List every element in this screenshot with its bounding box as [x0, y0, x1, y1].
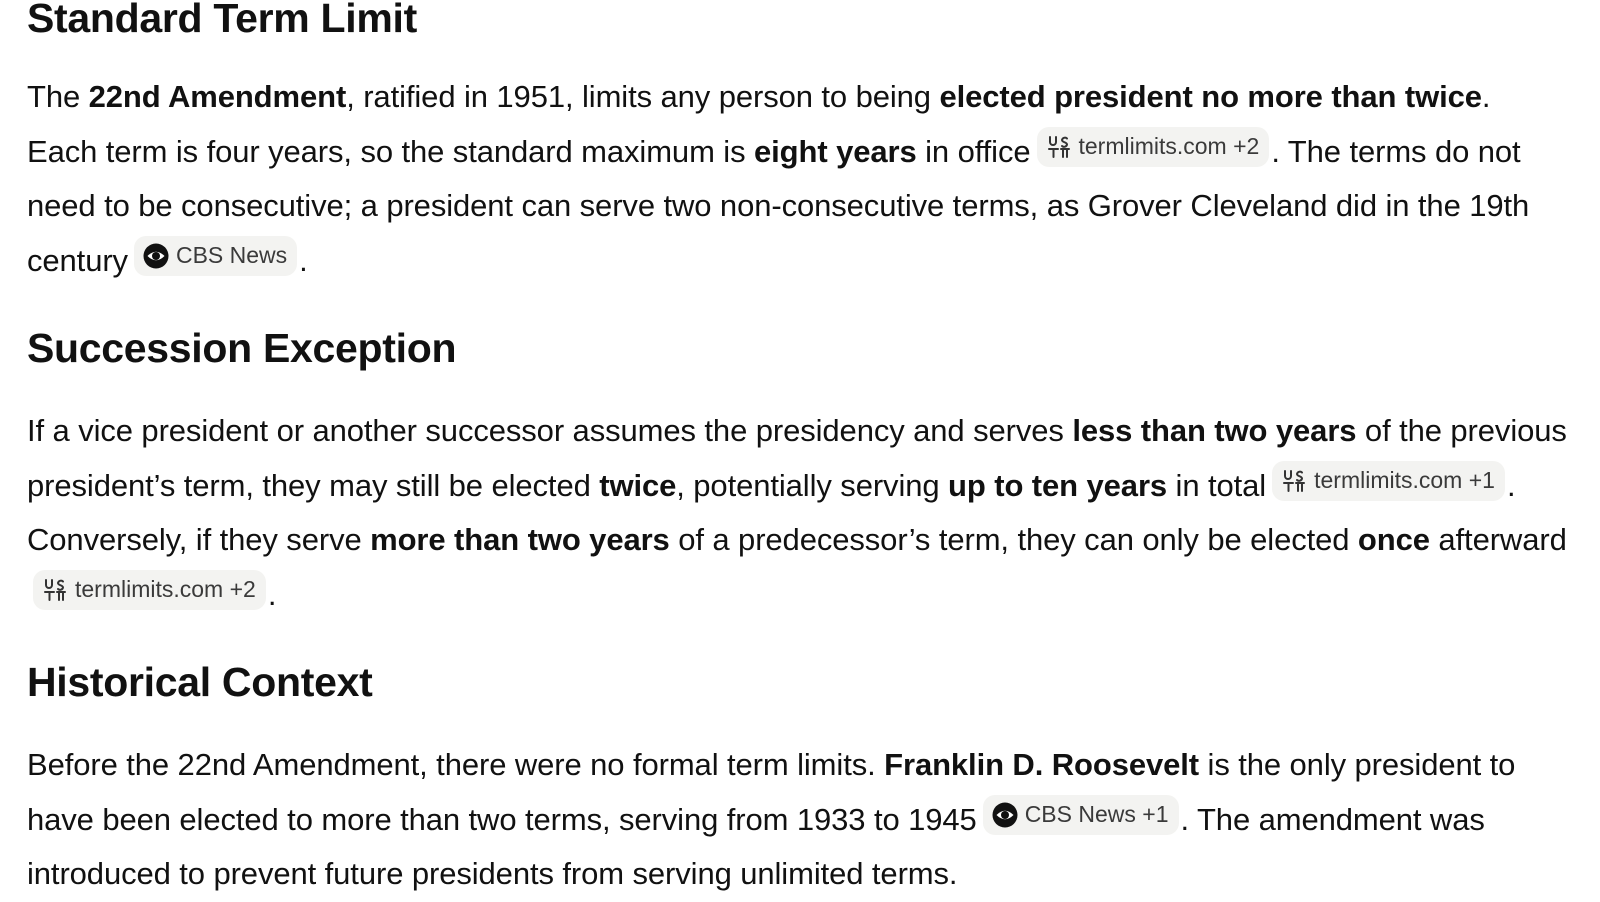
emphasized-text: less than two years	[1072, 413, 1357, 448]
emphasized-text: twice	[599, 467, 677, 503]
body-text: , potentially serving	[676, 467, 949, 503]
source-citation-chip[interactable]	[1272, 461, 1505, 501]
section-heading-standard-term-limit: Standard Term Limit	[27, 0, 417, 41]
section-paragraph	[27, 404, 1567, 622]
citation-label: CBS News +1	[1024, 801, 1169, 828]
citation-label: termlimits.com +2	[75, 576, 256, 603]
body-text: is the only president to have been elected to more than two terms, serving from 1933 to 1945	[27, 747, 1516, 837]
body-text: . Conversely, if they serve	[27, 467, 1516, 557]
emphasized-text: 22nd Amendment	[88, 79, 347, 114]
cbs-news-logo-icon	[142, 242, 170, 270]
body-text: in total	[1167, 467, 1267, 503]
section-heading-succession-exception: Succession Exception	[27, 325, 457, 371]
section-paragraph	[27, 70, 1567, 288]
body-text: . The terms do not need to be consecutive; a president can serve two non-consecutive terms, as Grover Cleveland did in the 19th century	[27, 133, 1530, 278]
body-text: .	[267, 576, 277, 612]
source-citation-chip[interactable]	[983, 795, 1179, 835]
body-text: . The amendment was introduced to prevent future presidents from serving unlimited terms.	[27, 801, 1485, 891]
body-text: of a predecessor’s term, they can only be elected	[669, 522, 1358, 557]
body-text: , ratified in 1951, limits any person to being	[346, 79, 940, 114]
body-text: . Each term is four years, so the standard maximum is	[27, 79, 1491, 169]
cbs-news-logo-icon	[991, 801, 1019, 829]
body-text: in office	[916, 133, 1031, 169]
emphasized-text: Franklin D. Roosevelt	[884, 747, 1200, 782]
body-text: If a vice president or another successor assumes the presidency and serves	[27, 413, 1073, 448]
emphasized-text: elected president no more than twice	[939, 79, 1482, 114]
termlimits-logo-icon	[1045, 133, 1073, 161]
body-text: afterward	[1429, 522, 1567, 557]
source-citation-chip[interactable]	[1037, 127, 1270, 167]
emphasized-text: eight years	[754, 133, 917, 169]
section-heading-historical-context: Historical Context	[27, 659, 373, 705]
body-text: .	[299, 242, 308, 278]
emphasized-text: more than two years	[370, 522, 670, 557]
body-text: Before the 22nd Amendment, there were no formal term limits.	[27, 747, 885, 782]
emphasized-text: once	[1357, 522, 1430, 557]
termlimits-logo-icon	[1280, 467, 1308, 495]
section-paragraph	[27, 738, 1567, 902]
source-citation-chip[interactable]	[134, 236, 297, 276]
emphasized-text: up to ten years	[948, 467, 1168, 503]
citation-label: CBS News	[175, 242, 288, 269]
body-text: The	[27, 79, 89, 114]
source-citation-chip[interactable]	[33, 570, 266, 610]
citation-label: termlimits.com +1	[1314, 467, 1495, 494]
citation-label: termlimits.com +2	[1078, 133, 1260, 160]
body-text: of the previous president’s term, they may still be elected	[27, 413, 1567, 503]
termlimits-logo-icon	[41, 576, 69, 604]
answer-content	[27, 0, 1567, 902]
